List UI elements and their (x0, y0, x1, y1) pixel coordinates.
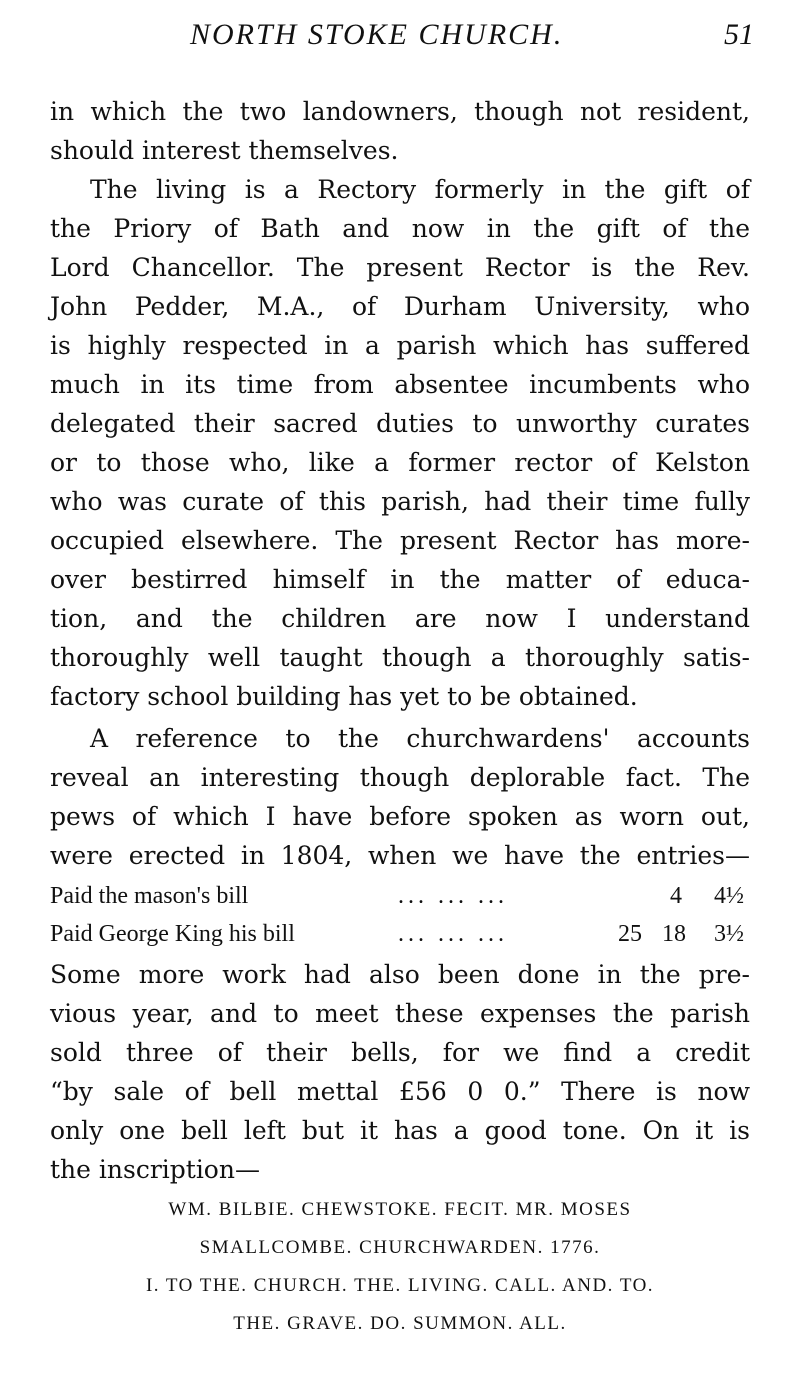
text-line: only one bell left but it has a good tone. On it is (50, 1116, 750, 1145)
inscription-line: I. TO THE. CHURCH. THE. LIVING. CALL. AND. TO. (145, 1275, 655, 1296)
text-line: occupied elsewhere. The present Rector has more- (50, 526, 750, 555)
text-line: who was curate of this parish, had their time fully (50, 487, 750, 516)
text-line: The living is a Rectory formerly in the gift of (90, 175, 750, 204)
text-line: the inscription— (50, 1155, 260, 1184)
ledger-shillings: 18 (662, 921, 686, 947)
text-line: pews of which I have before spoken as worn out, (50, 802, 750, 831)
text-line: A reference to the churchwardens' accounts (90, 724, 750, 753)
ledger-row (50, 880, 770, 912)
text-line: factory school building has yet to be obtained. (50, 682, 638, 711)
text-line: much in its time from absentee incumbents who (50, 370, 750, 399)
text-line: John Pedder, M.A., of Durham University, who (50, 292, 750, 321)
text-line: tion, and the children are now I understand (50, 604, 750, 633)
ledger-dots: ... ... ... (398, 921, 508, 947)
ledger-pence: 4½ (714, 883, 744, 909)
ledger-dots: ... ... ... (398, 883, 508, 909)
text-line: or to those who, like a former rector of Kelston (50, 448, 750, 477)
inscription-line: WM. BILBIE. CHEWSTOKE. FECIT. MR. MOSES (168, 1199, 632, 1220)
text-line: “by sale of bell mettal £56 0 0.” There is now (50, 1077, 750, 1106)
ledger-shillings: 4 (670, 883, 682, 909)
text-line: sold three of their bells, for we find a credit (50, 1038, 750, 1067)
ledger-pence: 3½ (714, 921, 744, 947)
text-line: delegated their sacred duties to unworthy curates (50, 409, 750, 438)
page-number: 51 (724, 18, 754, 51)
text-line: should interest themselves. (50, 136, 399, 165)
ledger-item: Paid George King his bill (50, 921, 295, 947)
text-line: Some more work had also been done in the pre- (50, 960, 750, 989)
text-line: Lord Chancellor. The present Rector is the Rev. (50, 253, 750, 282)
ledger-pounds: 25 (618, 921, 642, 947)
ledger-item: Paid the mason's bill (50, 883, 249, 909)
inscription-line: THE. GRAVE. DO. SUMMON. ALL. (233, 1313, 567, 1334)
text-line: thoroughly well taught though a thoroughly satis- (50, 643, 750, 672)
text-line: over bestirred himself in the matter of educa- (50, 565, 750, 594)
ledger-row (50, 918, 770, 950)
inscription-line: SMALLCOMBE. CHURCHWARDEN. 1776. (199, 1237, 601, 1258)
running-title: NORTH STOKE CHURCH. (190, 18, 564, 51)
text-line: were erected in 1804, when we have the entries— (50, 841, 750, 870)
text-line: vious year, and to meet these expenses the parish (50, 999, 750, 1028)
text-line: reveal an interesting though deplorable fact. The (50, 763, 750, 792)
page-header (0, 18, 800, 58)
text-line: the Priory of Bath and now in the gift of the (50, 214, 750, 243)
text-line: in which the two landowners, though not resident, (50, 97, 750, 126)
text-line: is highly respected in a parish which has suffered (50, 331, 750, 360)
